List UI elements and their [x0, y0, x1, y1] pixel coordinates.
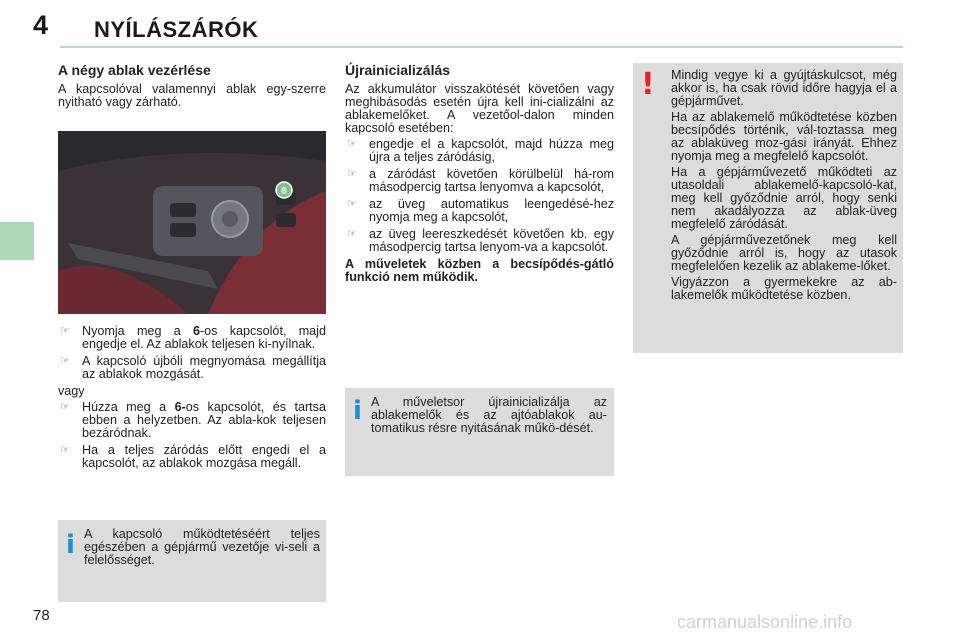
- info-text: A kapcsoló működtetéséért teljes egészében a gépjármű vezetője vi-seli a felelősséget.: [84, 527, 320, 567]
- pointing-hand-icon: ☞: [347, 168, 357, 180]
- list-item: ☞ engedje el a kapcsolót, majd húzza meg újra a teljes záródásig,: [347, 137, 614, 164]
- list-item: ☞ Ha a teljes záródás előtt engedi el a kapcsolót, az ablakok mozgása megáll.: [60, 443, 326, 470]
- left-column: [58, 64, 326, 112]
- warning-paragraph: Ha a gépjárművezető működteti az utasoldali ablakemelő-kapcsoló-kat, meg kell győződnie arról, hogy senki nem akadályozza az ablak-üveg megfelelő záródását.: [671, 165, 897, 231]
- section-heading-reinit: Újrainicializálás: [345, 62, 451, 78]
- pointing-hand-icon: ☞: [60, 325, 70, 337]
- left-instructions: [58, 325, 326, 474]
- pointing-hand-icon: ☞: [347, 228, 357, 240]
- list-item: ☞ Húzza meg a 6-os kapcsolót, és tartsa ebben a helyzetben. Az abla-kok teljesen bezáródnak.: [60, 400, 326, 440]
- info-box-reinit: [345, 388, 614, 476]
- pointing-hand-icon: ☞: [60, 355, 70, 367]
- pointing-hand-icon: ☞: [347, 138, 357, 150]
- window-switch-photo: [58, 131, 326, 314]
- pointing-hand-icon: ☞: [60, 444, 70, 456]
- pointing-hand-icon: ☞: [347, 198, 357, 210]
- chapter-number: 4: [33, 10, 49, 40]
- anti-pinch-warning: A műveletek közben a becsípődés-gátló funkció nem működik.: [345, 257, 614, 284]
- section-intro: Az akkumulátor visszakötését követően vagy meghibásodás esetén újra kell ini-cializálni az ablakemelőket. A vezetőol-dalon minden kapcsoló esetében:: [345, 82, 614, 135]
- info-text: A műveletsor újrainicializálja az ablakemelők és az ajtóablakok au-tomatikus résre nyitásának műkö-dését.: [371, 395, 607, 435]
- middle-column: [345, 64, 614, 287]
- chapter-title: NYÍLÁSZÁRÓK: [94, 17, 259, 42]
- section-heading-four-windows: A négy ablak vezérlése: [58, 62, 211, 78]
- info-icon: i: [66, 530, 75, 560]
- pointing-hand-icon: ☞: [60, 401, 70, 413]
- bullet-list-close: [58, 401, 326, 470]
- warning-paragraph: Mindig vegye ki a gyújtáskulcsot, még akkor is, ha csak rövid időre hagyja el a gépjárművet.: [671, 68, 897, 108]
- watermark: carmanualsonline.info: [677, 612, 853, 632]
- warning-paragraph: Vigyázzon a gyermekekre az ab-lakemelők működtetése közben.: [671, 275, 897, 302]
- section-intro: A kapcsolóval valamennyi ablak egy-szerre nyitható vagy zárható.: [58, 82, 326, 109]
- or-text: vagy: [58, 384, 85, 398]
- header-divider: [60, 46, 903, 48]
- warning-paragraph: Ha az ablakemelő működtetése közben becsípődés történik, vál-toztassa meg az ablaküveg moz-gási irányát. Ehhez nyomja meg a megfelelő kapcsolót.: [671, 110, 897, 163]
- exclamation-icon: !: [641, 67, 655, 102]
- warning-text: [671, 69, 897, 305]
- warning-box: [633, 63, 903, 353]
- chapter-side-tab: [0, 222, 34, 260]
- list-item: ☞ Nyomja meg a 6-os kapcsolót, majd engedje el. Az ablakok teljesen ki-nyílnak.: [60, 324, 326, 351]
- photo-callout-6: 6: [281, 186, 287, 197]
- info-box-responsibility: [58, 520, 326, 602]
- info-icon: i: [353, 396, 362, 426]
- list-item: ☞ az üveg leereszkedését követően kb. egy másodpercig tartsa lenyom-va a kapcsolót.: [347, 227, 614, 254]
- list-item: ☞ az üveg automatikus leengedésé-hez nyomja meg a kapcsolót,: [347, 197, 614, 224]
- reinit-steps: [345, 138, 614, 254]
- console-illustration: [58, 131, 326, 314]
- list-item: ☞ A kapcsoló újbóli megnyomása megállítja az ablakok mozgását.: [60, 354, 326, 381]
- page-number: 78: [33, 607, 50, 624]
- bullet-list-open: [58, 325, 326, 381]
- list-item: ☞ a záródást követően körülbelül há-rom másodpercig tartsa lenyomva a kapcsolót,: [347, 167, 614, 194]
- warning-paragraph: A gépjárművezetőnek meg kell győződnie arról is, hogy az utasok megfelelően kezelik az ablakeme-lőket.: [671, 233, 897, 273]
